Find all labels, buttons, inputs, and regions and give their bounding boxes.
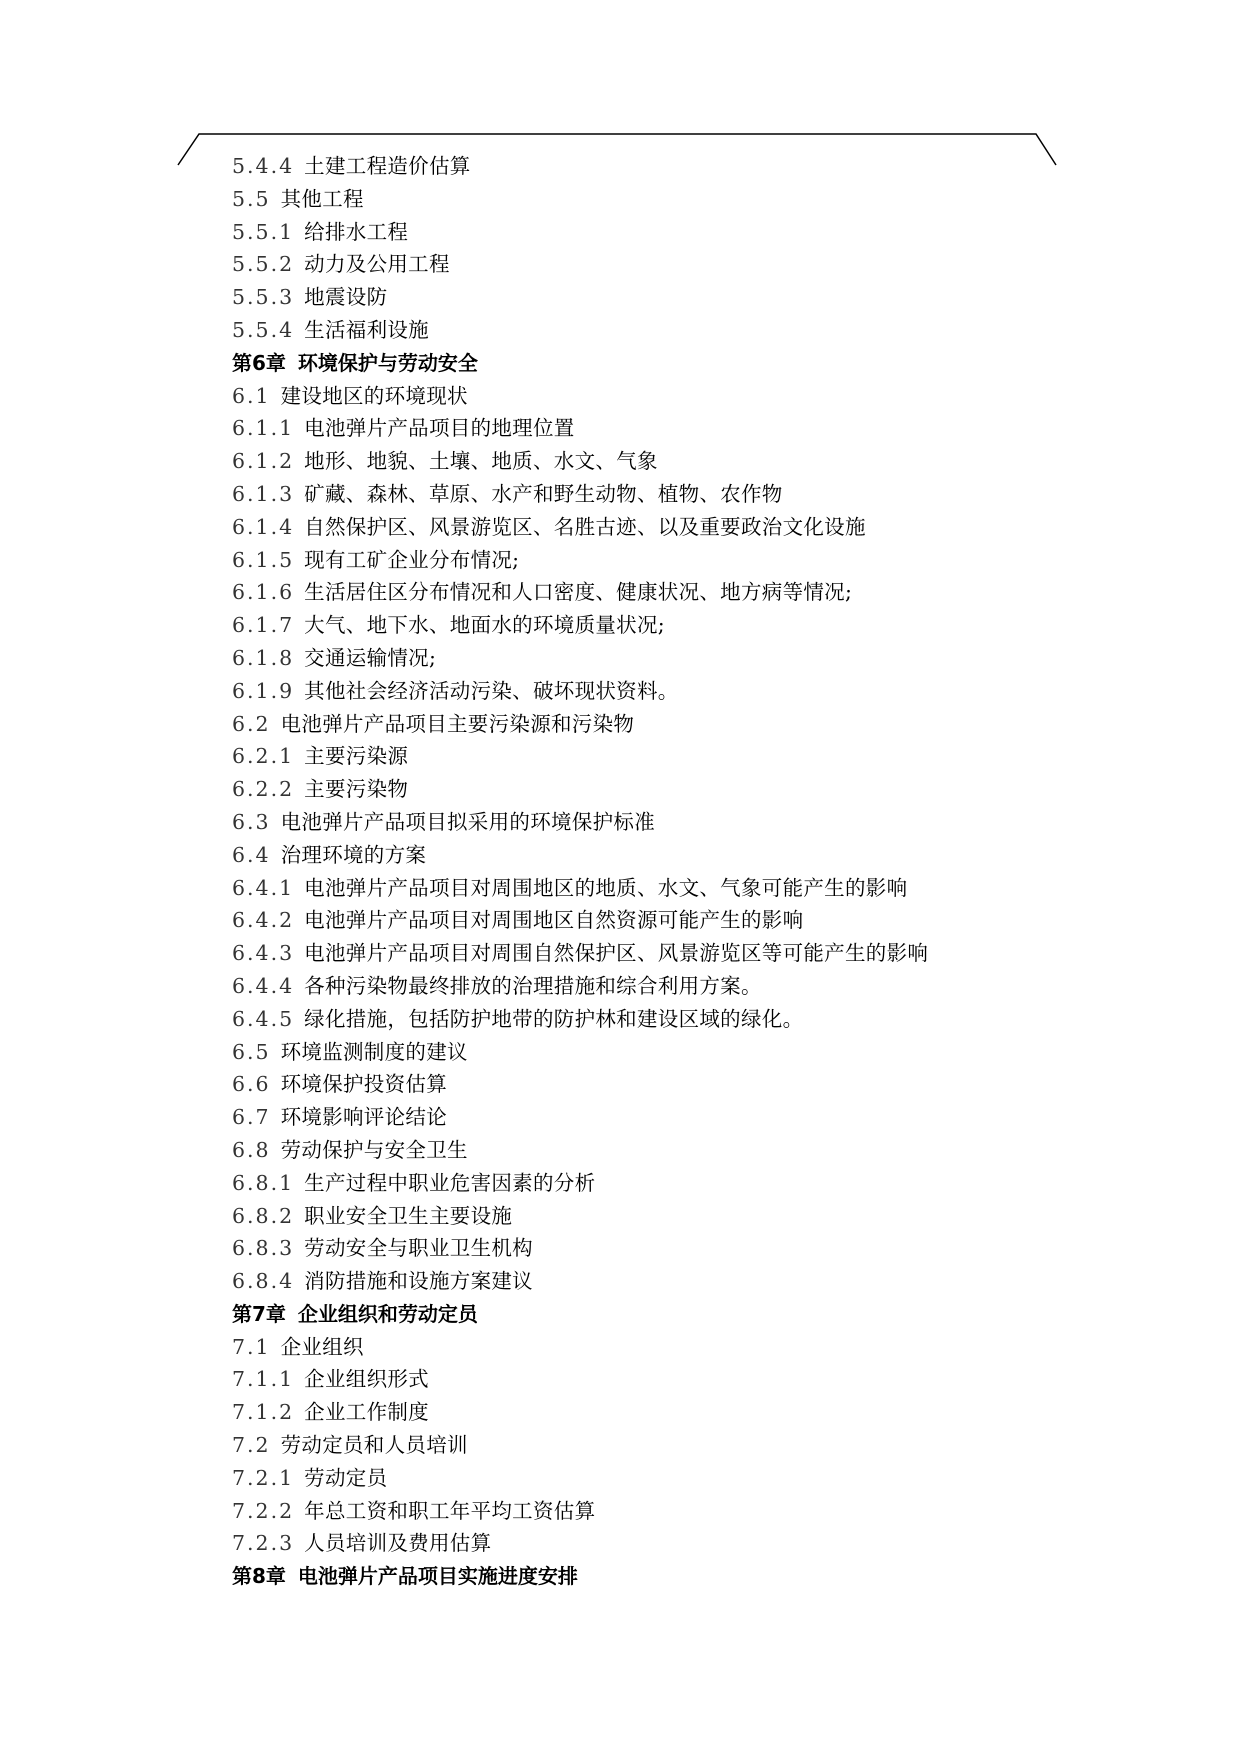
toc-entry (232, 1429, 1132, 1462)
toc-entry (232, 1527, 1132, 1560)
toc-entry (232, 1101, 1132, 1134)
toc-entry-number: 6.1.4 (232, 514, 295, 539)
toc-entry-title: 劳动安全与职业卫生机构 (304, 1236, 533, 1261)
toc-entry-title: 其他社会经济活动污染、破坏现状资料。 (304, 678, 679, 703)
toc-entry (232, 412, 1132, 445)
toc-entry-title: 劳动定员 (304, 1465, 388, 1490)
toc-entry-number: 7.2.1 (232, 1465, 295, 1490)
toc-entry-title: 电池弹片产品项目主要污染源和污染物 (280, 711, 635, 736)
toc-chapter-heading (232, 347, 1132, 380)
toc-entry (232, 150, 1132, 183)
toc-entry (232, 1068, 1132, 1101)
toc-entry-title: 交通运输情况; (304, 645, 437, 670)
toc-entry-title: 治理环境的方案 (280, 842, 427, 867)
toc-entry-number: 6.4.3 (232, 941, 295, 966)
toc-entry-title: 生活居住区分布情况和人口密度、健康状况、地方病等情况; (304, 580, 853, 605)
toc-entry-number: 6.2.1 (232, 744, 295, 769)
toc-entry-title: 生产过程中职业危害因素的分析 (304, 1170, 596, 1195)
toc-entry (232, 1265, 1132, 1298)
toc-entry-title: 环境保护投资估算 (280, 1072, 448, 1097)
toc-entry (232, 248, 1132, 281)
toc-entry-number: 6.1.1 (232, 416, 295, 441)
toc-entry (232, 281, 1132, 314)
table-of-contents (232, 150, 1132, 1593)
toc-entry (232, 1200, 1132, 1233)
toc-entry-title: 企业组织形式 (304, 1367, 429, 1392)
toc-entry-title: 职业安全卫生主要设施 (304, 1203, 513, 1228)
toc-entry-number: 6.8.1 (232, 1170, 295, 1195)
toc-entry-title: 年总工资和职工年平均工资估算 (304, 1498, 596, 1523)
toc-entry-number: 7.2 (232, 1433, 271, 1458)
toc-entry-number: 6.2.2 (232, 777, 295, 802)
toc-entry-title: 环境影响评论结论 (280, 1105, 448, 1130)
toc-entry (232, 576, 1132, 609)
toc-entry-title: 环境保护与劳动安全 (297, 350, 478, 375)
toc-entry-number: 6.4.4 (232, 973, 295, 998)
toc-entry-number: 5.5.3 (232, 285, 295, 310)
toc-entry-number: 5.5.4 (232, 317, 295, 342)
toc-entry (232, 478, 1132, 511)
toc-entry-number: 6.4.1 (232, 875, 295, 900)
toc-entry (232, 773, 1132, 806)
toc-entry (232, 708, 1132, 741)
toc-entry-title: 绿化措施，包括防护地带的防护林和建设区域的绿化。 (304, 1006, 804, 1031)
toc-entry-title: 地震设防 (304, 285, 388, 310)
toc-entry-title: 消防措施和设施方案建议 (304, 1269, 533, 1294)
toc-entry-title: 电池弹片产品项目的地理位置 (304, 416, 575, 441)
toc-entry-number: 6.8 (232, 1137, 271, 1162)
toc-entry (232, 1331, 1132, 1364)
toc-entry-number: 7.1.2 (232, 1400, 295, 1425)
toc-entry-number: 6.3 (232, 809, 271, 834)
toc-entry (232, 1363, 1132, 1396)
toc-entry-number: 6.4.5 (232, 1006, 295, 1031)
toc-entry-title: 企业组织 (280, 1334, 364, 1359)
toc-entry-number: 6.1.7 (232, 613, 295, 638)
toc-entry-title: 电池弹片产品项目对周围地区的地质、水文、气象可能产生的影响 (304, 875, 908, 900)
toc-entry-title: 环境监测制度的建议 (280, 1039, 468, 1064)
toc-entry-number: 7.1.1 (232, 1367, 295, 1392)
toc-entry (232, 937, 1132, 970)
toc-entry-number: 7.2.2 (232, 1498, 295, 1523)
toc-entry-number: 第8章 (232, 1564, 286, 1589)
toc-entry-title: 企业组织和劳动定员 (297, 1301, 478, 1326)
toc-entry-title: 矿藏、森林、草原、水产和野生动物、植物、农作物 (304, 481, 783, 506)
toc-entry (232, 1396, 1132, 1429)
toc-entry-title: 电池弹片产品项目实施进度安排 (297, 1564, 578, 1589)
toc-entry-number: 第6章 (232, 350, 286, 375)
toc-entry-title: 自然保护区、风景游览区、名胜古迹、以及重要政治文化设施 (304, 514, 866, 539)
toc-entry (232, 970, 1132, 1003)
toc-entry (232, 642, 1132, 675)
toc-entry-number: 第7章 (232, 1301, 286, 1326)
toc-entry-title: 给排水工程 (304, 219, 409, 244)
toc-entry-title: 大气、地下水、地面水的环境质量状况; (304, 613, 665, 638)
toc-entry-title: 电池弹片产品项目对周围自然保护区、风景游览区等可能产生的影响 (304, 941, 929, 966)
toc-entry (232, 609, 1132, 642)
toc-entry (232, 1036, 1132, 1069)
toc-entry (232, 1232, 1132, 1265)
toc-entry-title: 人员培训及费用估算 (304, 1531, 492, 1556)
toc-entry-title: 电池弹片产品项目对周围地区自然资源可能产生的影响 (304, 908, 804, 933)
toc-entry-title: 劳动保护与安全卫生 (280, 1137, 468, 1162)
toc-entry (232, 1167, 1132, 1200)
toc-entry-number: 6.6 (232, 1072, 271, 1097)
toc-entry-title: 企业工作制度 (304, 1400, 429, 1425)
toc-entry (232, 445, 1132, 478)
toc-entry (232, 544, 1132, 577)
toc-entry-title: 地形、地貌、土壤、地质、水文、气象 (304, 449, 658, 474)
toc-entry-number: 5.5.2 (232, 252, 295, 277)
toc-entry-title: 现有工矿企业分布情况; (304, 547, 520, 572)
toc-entry-title: 电池弹片产品项目拟采用的环境保护标准 (280, 809, 656, 834)
toc-entry-title: 生活福利设施 (304, 317, 429, 342)
toc-entry (232, 1003, 1132, 1036)
toc-entry-number: 6.8.4 (232, 1269, 295, 1294)
toc-entry (232, 1462, 1132, 1495)
toc-entry (232, 839, 1132, 872)
toc-chapter-heading (232, 1298, 1132, 1331)
toc-entry-number: 5.5.1 (232, 219, 295, 244)
toc-entry-number: 6.1 (232, 383, 271, 408)
toc-entry-number: 6.4 (232, 842, 271, 867)
toc-entry-number: 6.4.2 (232, 908, 295, 933)
toc-entry (232, 872, 1132, 905)
toc-chapter-heading (232, 1560, 1132, 1593)
toc-entry (232, 314, 1132, 347)
toc-entry (232, 511, 1132, 544)
toc-entry-number: 6.1.8 (232, 645, 295, 670)
toc-entry (232, 904, 1132, 937)
toc-entry (232, 675, 1132, 708)
toc-entry-number: 7.1 (232, 1334, 271, 1359)
toc-entry-title: 各种污染物最终排放的治理措施和综合利用方案。 (304, 973, 762, 998)
toc-entry-number: 5.4.4 (232, 154, 295, 178)
toc-entry-title: 主要污染物 (304, 777, 409, 802)
toc-entry-number: 5.5 (232, 186, 271, 211)
toc-entry-title: 主要污染源 (304, 744, 409, 769)
toc-entry-number: 6.7 (232, 1105, 271, 1130)
toc-entry (232, 740, 1132, 773)
toc-entry-number: 6.5 (232, 1039, 271, 1064)
toc-entry-number: 6.1.3 (232, 481, 295, 506)
toc-entry (232, 380, 1132, 413)
toc-entry-number: 6.1.5 (232, 547, 295, 572)
toc-entry-number: 6.1.9 (232, 678, 295, 703)
toc-entry-title: 其他工程 (280, 186, 364, 211)
toc-entry-number: 7.2.3 (232, 1531, 295, 1556)
toc-entry (232, 183, 1132, 216)
toc-entry-number: 6.1.6 (232, 580, 295, 605)
toc-entry (232, 1134, 1132, 1167)
toc-entry-title: 劳动定员和人员培训 (280, 1433, 468, 1458)
toc-entry-number: 6.2 (232, 711, 271, 736)
toc-entry-title: 动力及公用工程 (304, 252, 450, 277)
toc-entry-number: 6.8.3 (232, 1236, 295, 1261)
toc-entry-title: 建设地区的环境现状 (280, 383, 468, 408)
toc-entry-number: 6.8.2 (232, 1203, 295, 1228)
toc-entry (232, 216, 1132, 249)
toc-entry-number: 6.1.2 (232, 449, 295, 474)
toc-entry (232, 806, 1132, 839)
toc-entry-title: 土建工程造价估算 (304, 154, 471, 178)
toc-entry (232, 1495, 1132, 1528)
